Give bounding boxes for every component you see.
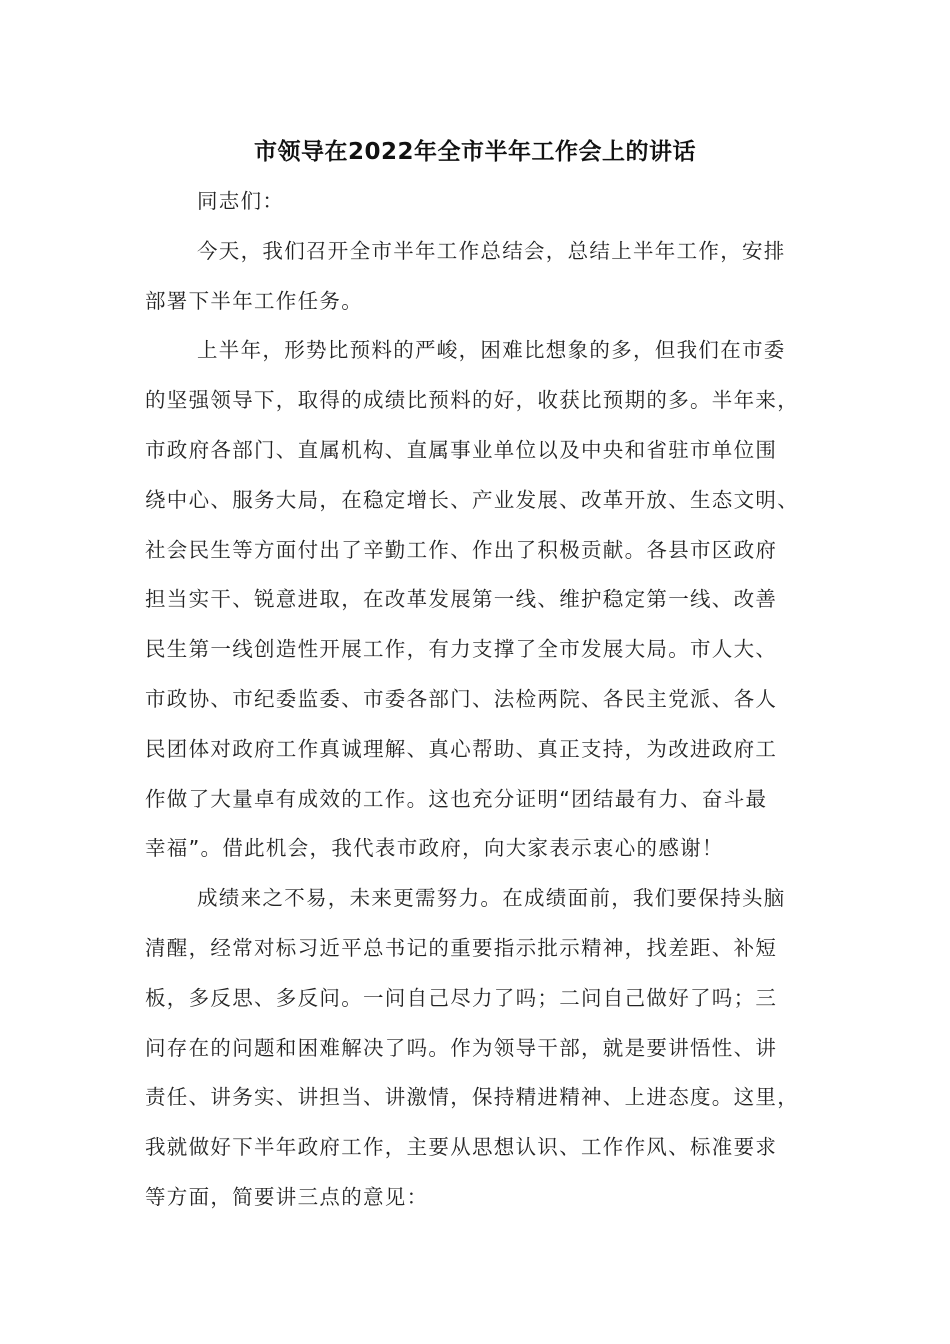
paragraph-line: 市政府各部门、直属机构、直属事业单位以及中央和省驻市单位围 [145, 437, 778, 462]
paragraph-line: 绕中心、服务大局，在稳定增长、产业发展、改革开放、生态文明、 [145, 487, 799, 512]
paragraph-line: 清醒，经常对标习近平总书记的重要指示批示精神，找差距、补短 [145, 935, 778, 960]
paragraph-line: 责任、讲务实、讲担当、讲激情，保持精进精神、上进态度。这里， [145, 1085, 799, 1110]
paragraph-line: 担当实干、锐意进取，在改革发展第一线、维护稳定第一线、改善 [145, 587, 778, 612]
paragraph-first-line: 成绩来之不易，未来更需努力。在成绩面前，我们要保持头脑 [197, 886, 786, 911]
paragraph-first-line: 今天，我们召开全市半年工作总结会，总结上半年工作，安排 [197, 238, 786, 263]
document-body [145, 177, 825, 1223]
paragraph-first-line: 上半年，形势比预料的严峻，困难比想象的多，但我们在市委 [197, 338, 786, 363]
paragraph-first-line: 同志们： [197, 189, 285, 213]
paragraph-line: 部署下半年工作任务。 [145, 288, 363, 313]
paragraph-line: 板，多反思、多反问。一问自己尽力了吗；二问自己做好了吗；三 [145, 985, 778, 1010]
paragraph-line: 等方面，简要讲三点的意见： [145, 1184, 429, 1209]
paragraph-line: 民团体对政府工作真诚理解、真心帮助、真正支持，为改进政府工 [145, 736, 778, 761]
document-title: 市领导在2022年全市半年工作会上的讲话 [253, 139, 696, 165]
paragraph-line: 市政协、市纪委监委、市委各部门、法检两院、各民主党派、各人 [145, 686, 778, 711]
paragraph-line: 幸福”。借此机会，我代表市政府，向大家表示衷心的感谢！ [145, 836, 724, 861]
paragraph-line: 我就做好下半年政府工作，主要从思想认识、工作作风、标准要求 [145, 1135, 778, 1160]
paragraph-line: 社会民生等方面付出了辛勤工作、作出了积极贡献。各县市区政府 [145, 537, 778, 562]
paragraph-line: 民生第一线创造性开展工作，有力支撑了全市发展大局。市人大、 [145, 637, 778, 662]
paragraph-line: 的坚强领导下，取得的成绩比预料的好，收获比预期的多。半年来， [145, 388, 799, 413]
paragraph-line: 问存在的问题和困难解决了吗。作为领导干部，就是要讲悟性、讲 [145, 1035, 778, 1060]
paragraph-line: 作做了大量卓有成效的工作。这也充分证明“团结最有力、奋斗最 [145, 786, 768, 811]
